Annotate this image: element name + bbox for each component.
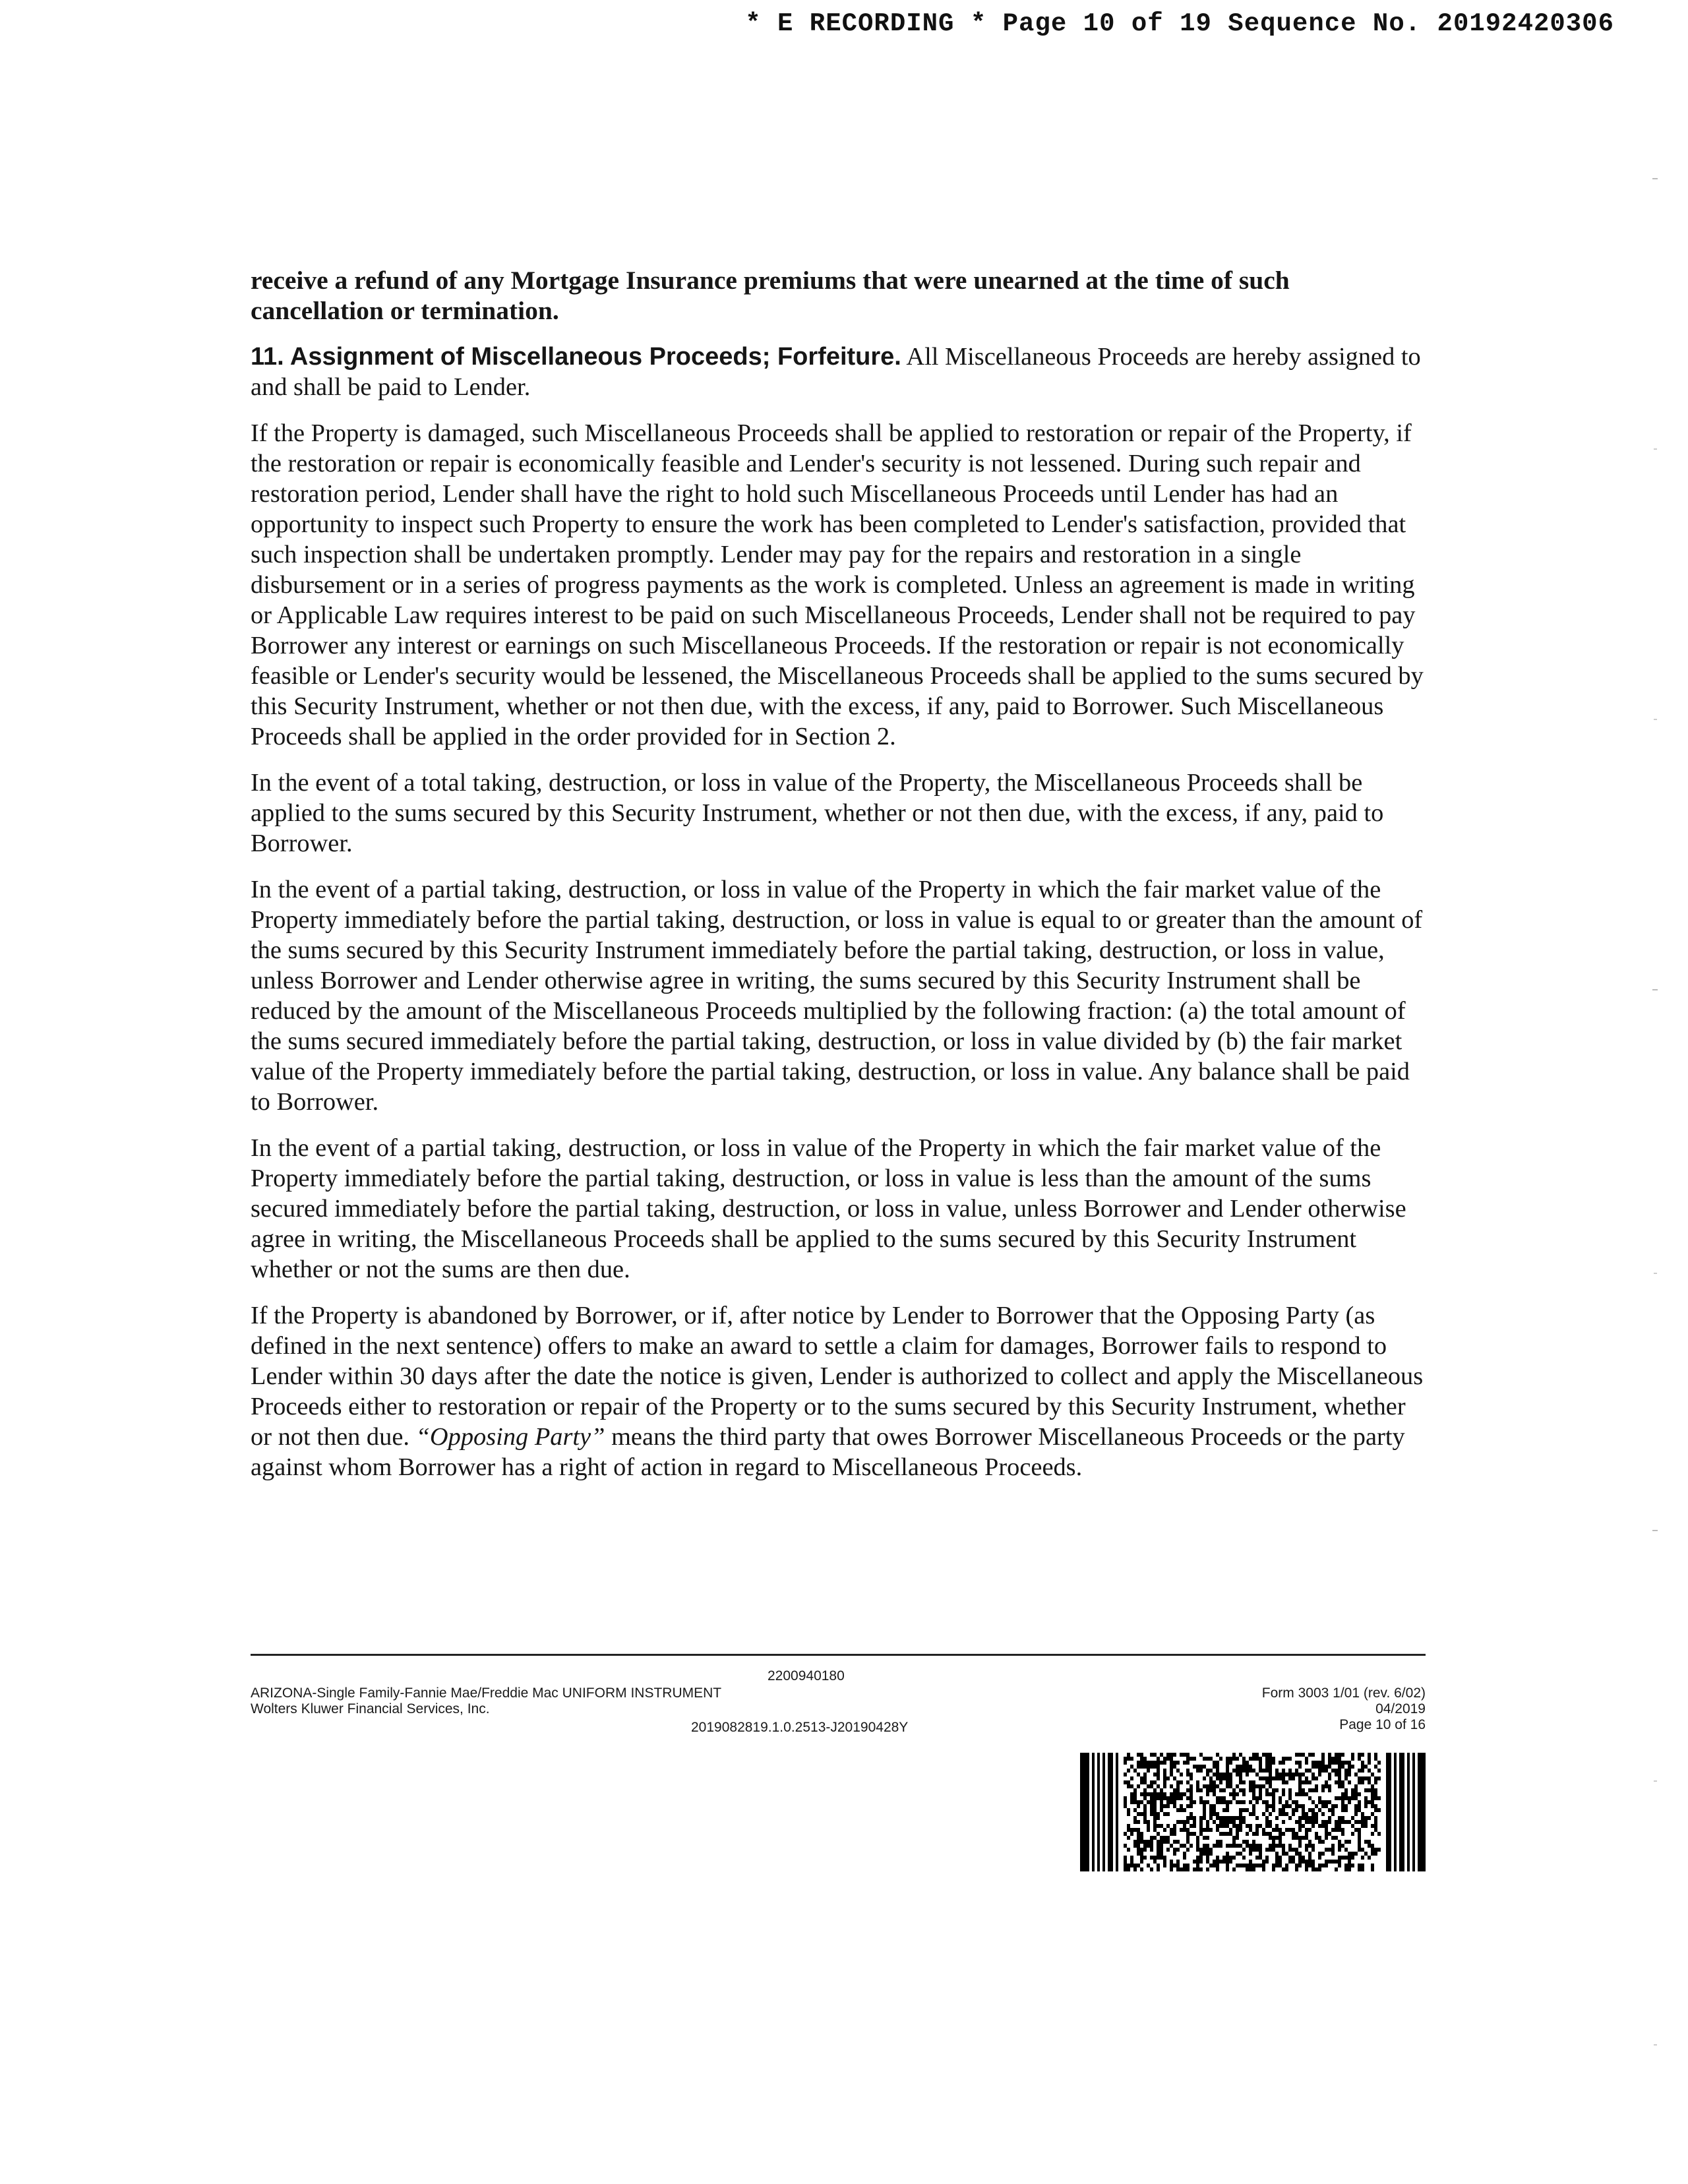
paragraph-partial-taking-less: In the event of a partial taking, destruction, or loss in value of the Property in which the fair market value of the Property immediately before the partial taking, destruction, or loss in value is less than the amount of the sums secured immediately before the partial taking, destruction, or loss in value, unless Borrower and Lender otherwise agree in writing, the Miscellaneous Proceeds shall be applied to the sums secured by this Security Instrument whether or not the sums are then due.: [251, 1134, 1406, 1283]
abandonment-text: If the Property is abandoned by Borrower, or if, after notice by Lender to Borrower that the Opposing Party (as defined in the next sentence) offers to make an award to settle a claim for damages, Borrower fails to respond to Lender within 30 days after the date the notice is given, Lender is authorized to collect and apply the Miscellaneous Proceeds either to restoration or repair of the Property or to the sums secured by this Security Instrument, whether or not then due.: [251, 1302, 1424, 1451]
opposing-party-term: “Opposing Party”: [415, 1423, 605, 1451]
section-11-intro: All Miscellaneous Proceeds are hereby assigned to and shall be paid to Lender.: [251, 343, 1421, 401]
recording-stamp: * E RECORDING * Page 10 of 19 Sequence No. 20192420306: [745, 9, 1614, 38]
paragraph-partial-taking-equal: In the event of a partial taking, destruction, or loss in value of the Property in which the fair market value of the Property immediately before the partial taking, destruction, or loss in value is equal to or greater than the amount of the sums secured by this Security Instrument immediately before the partial taking, destruction, or loss in value, unless Borrower and Lender otherwise agree in writing, the sums secured by this Security Instrument shall be reduced by the amount of the Miscellaneous Proceeds multiplied by the following fraction: (a) the total amount of the sums secured immediately before the partial taking, destruction, or loss in value divided by (b) the fair market value of the Property immediately before the partial taking, destruction, or loss in value. Any balance shall be paid to Borrower.: [251, 876, 1423, 1116]
document-body: [251, 265, 1426, 1498]
section-11-title: 11. Assignment of Miscellaneous Proceeds; Forfeiture.: [251, 343, 901, 371]
lead-paragraph: receive a refund of any Mortgage Insurance premiums that were unearned at the time of such cancellation or termination.: [251, 266, 1290, 325]
pdf417-barcode-icon: [1080, 1753, 1426, 1871]
paragraph-damage: If the Property is damaged, such Miscellaneous Proceeds shall be applied to restoration or repair of the Property, if the restoration or repair is economically feasible and Lender's security is not lessened. During such repair and restoration period, Lender shall have the right to hold such Miscellaneous Proceeds until Lender has had an opportunity to inspect such Property to ensure the work has been completed to Lender's satisfaction, provided that such inspection shall be undertaken promptly. Lender may pay for the repairs and restoration in a single disbursement or in a series of progress payments as the work is completed. Unless an agreement is made in writing or Applicable Law requires interest to be paid on such Miscellaneous Proceeds, Lender shall not be required to pay Borrower any interest or earnings on such Miscellaneous Proceeds. If the restoration or repair is not economically feasible or Lender's security would be lessened, the Miscellaneous Proceeds shall be applied to the sums secured by this Security Instrument, whether or not then due, with the excess, if any, paid to Borrower. Such Miscellaneous Proceeds shall be applied in the order provided for in Section 2.: [251, 419, 1424, 750]
publisher: Wolters Kluwer Financial Services, Inc.: [251, 1701, 490, 1716]
barcode-stop-pattern: [1386, 1753, 1426, 1871]
form-number: Form 3003 1/01 (rev. 6/02): [1261, 1685, 1426, 1701]
form-date: 04/2019: [1375, 1701, 1426, 1716]
page-footer: [251, 1654, 1426, 1878]
scan-edge-marks: [1651, 0, 1658, 2184]
document-id: 2019082819.1.0.2513-J20190428Y: [691, 1720, 909, 1735]
paragraph-abandonment: [251, 1300, 1426, 1482]
page-number: Page 10 of 16: [1339, 1717, 1426, 1732]
section-11-paragraph: [251, 342, 1426, 402]
barcode-start-pattern: [1080, 1753, 1118, 1871]
paragraph-total-taking: In the event of a total taking, destruction, or loss in value of the Property, the Miscellaneous Proceeds shall be applied to the sums secured by this Security Instrument, whether or not then due, with the excess, if any, paid to Borrower.: [251, 769, 1384, 857]
barcode-data-matrix: [1124, 1753, 1381, 1871]
abandonment-definition: means the third party that owes Borrower Miscellaneous Proceeds or the party against whom Borrower has a right of action in regard to Miscellaneous Proceeds.: [251, 1423, 1405, 1481]
instrument-line: ARIZONA-Single Family-Fannie Mae/Freddie Mac UNIFORM INSTRUMENT: [251, 1685, 722, 1701]
footer-divider: [251, 1654, 1426, 1656]
loan-number: 2200940180: [768, 1668, 845, 1684]
